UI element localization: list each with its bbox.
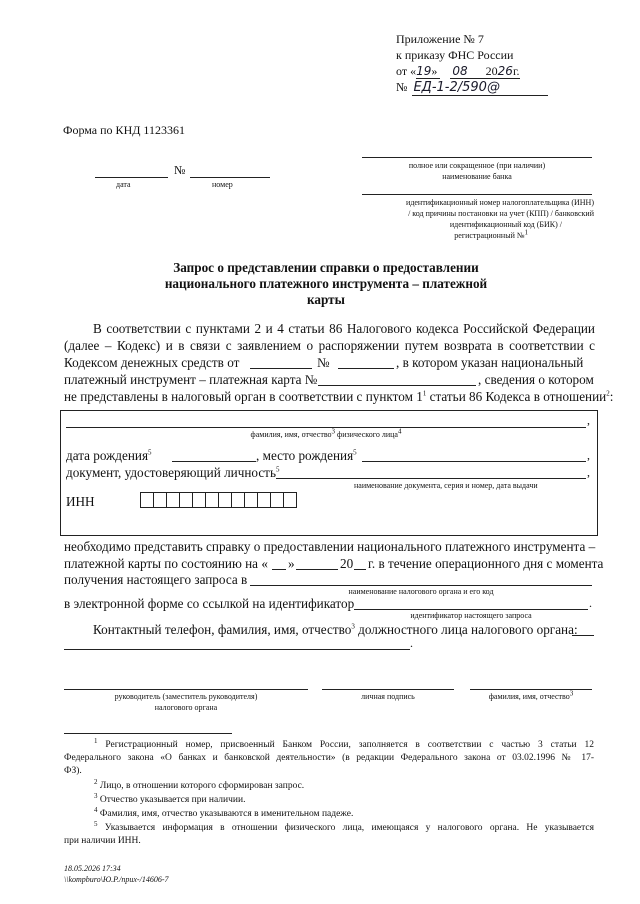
appendix-date-mid: » [431, 64, 438, 78]
appendix-number [396, 80, 500, 95]
signatory-fio-caption [470, 689, 592, 701]
birth-date-sup: 5 [148, 448, 152, 457]
footnote-3-text: Отчество указывается при наличии. [99, 795, 246, 805]
title-line-1: Запрос о представлении справки о предоставлении [173, 260, 479, 275]
inn-cell [231, 492, 245, 508]
footnote-4-text: Фамилия, имя, отчество указываются в именительном падеже. [99, 809, 354, 819]
inn-cell [140, 492, 154, 508]
bank-id-caption-2: / код причины постановки на учет (КПП) / банковский [408, 209, 594, 218]
request-line-4: в электронной форме со ссылкой на идентификатор [64, 596, 355, 611]
footnote-1-line-1 [94, 736, 594, 750]
footnote-5-line-2: при наличии ИНН. [64, 836, 141, 846]
fio-caption-sup1: 3 [331, 427, 336, 436]
identifier-caption: идентификатор настоящего запроса [410, 611, 532, 620]
appendix-date-month: 08 [452, 64, 468, 78]
footnote-3 [94, 791, 246, 805]
number-line [190, 177, 270, 178]
inn-cell [153, 492, 167, 508]
contact-line-2 [64, 649, 410, 650]
contact-label-a: Контактный телефон, фамилия, имя, отчество [93, 622, 352, 637]
request-line-2b: » [288, 556, 295, 571]
fio-caption [66, 427, 586, 439]
request-line-3: получения настоящего запроса в [64, 572, 248, 587]
doc-label-text: документ, удостоверяющий личность [66, 465, 276, 480]
request-line-2c: 20 [340, 556, 354, 571]
head-caption-1: руководитель (заместитель руководителя) [114, 692, 258, 701]
contact-sup: 3 [351, 622, 355, 631]
inn-cell [166, 492, 180, 508]
bank-name-caption-1: полное или сокращенное (при наличии) [408, 161, 546, 170]
inn-label: ИНН [66, 494, 95, 509]
head-signature-line [64, 689, 308, 690]
footnote-5-line-1 [94, 819, 595, 833]
fio-caption-text2: физического лица [335, 430, 398, 439]
form-code: Форма по КНД 1123361 [63, 123, 185, 137]
request-year-line [354, 569, 366, 570]
footnote-separator [64, 733, 232, 734]
body-line-5a: не представлены в налоговый орган в соответствии с пунктом 1 [64, 389, 423, 404]
contact-line-end [572, 635, 594, 636]
body-line-5-sup2: 2 [606, 389, 610, 398]
footnote-3-sup: 3 [94, 791, 98, 800]
title-line-3: карты [307, 292, 345, 307]
inn-cell [270, 492, 284, 508]
personal-signature-line [322, 689, 454, 690]
signatory-fio-text: фамилия, имя, отчество [488, 692, 570, 701]
body-line-3b: № [317, 355, 330, 370]
tax-authority-line [250, 585, 592, 586]
fio-caption-text: фамилия, имя, отчество [250, 430, 332, 439]
bank-id-caption-4 [362, 228, 528, 240]
date-line [95, 177, 168, 178]
doc-caption: наименование документа, серия и номер, дата выдачи [354, 481, 538, 490]
bank-id-caption-1: идентификационный номер налогоплательщика (ИНН) [406, 198, 594, 207]
appendix-date-suffix: г. [512, 64, 520, 78]
inn-cell [244, 492, 258, 508]
footnote-4-sup: 4 [94, 805, 98, 814]
inn-cell [283, 492, 297, 508]
identifier-line [354, 609, 588, 610]
bank-name-caption-2: наименование банка [442, 172, 512, 181]
statement-number-line [338, 368, 394, 369]
doc-comma: , [587, 465, 590, 479]
identifier-end: . [589, 596, 592, 610]
request-line-2a: платежной карты по состоянию на « [64, 556, 268, 571]
request-month-line [296, 569, 338, 570]
appendix-date-prefix: от « [396, 64, 417, 78]
body-line-5c: : [609, 389, 614, 404]
appendix-day-line [416, 78, 440, 79]
birth-place-label-text: , место рождения [256, 448, 354, 463]
inn-cell [205, 492, 219, 508]
birth-place-comma: , [587, 448, 590, 462]
contact-label-b: должностного лица налогового органа: [354, 622, 578, 637]
request-day-line [272, 569, 286, 570]
footnote-1-line-1-text: Регистрационный номер, присвоенный Банком России, заполняется в соответствии с частью 3 статьи 12 [105, 740, 594, 750]
birth-place-line [362, 461, 586, 462]
fio-caption-sup2: 4 [397, 427, 402, 436]
birth-date-label [66, 448, 152, 464]
signatory-fio-line [470, 689, 592, 690]
contact-end: . [410, 636, 413, 650]
doc-label [66, 465, 279, 481]
body-line-3c: , в котором указан национальный [396, 355, 584, 370]
contact-label [93, 622, 578, 638]
footnote-1-sup: 1 [94, 736, 98, 745]
body-line-4a: платежный инструмент – платежная карта № [64, 372, 318, 387]
date-caption: дата [116, 180, 131, 189]
inn-cell [218, 492, 232, 508]
tax-authority-caption: наименование налогового органа и его код [348, 587, 494, 596]
body-line-4b: , сведения о котором [478, 372, 594, 387]
doc-line [276, 478, 586, 479]
fio-comma: , [587, 413, 590, 427]
doc-sup: 5 [275, 465, 280, 474]
appendix-number-line [412, 95, 548, 96]
inn-cell [192, 492, 206, 508]
body-line-5b: статьи 86 Кодекса в отношении [426, 389, 607, 404]
body-line-2: (далее – Кодекс) и в связи с заявлением о распоряжении путем возврата в соответствии с [64, 338, 595, 353]
footnote-2-sup: 2 [94, 777, 98, 786]
footnote-1-line-3: ФЗ). [64, 766, 82, 776]
appendix-line-2: к приказу ФНС России [396, 48, 514, 62]
appendix-line-1: Приложение № 7 [396, 32, 484, 46]
footnote-5-line-1-text: Указывается информация в отношении физического лица, имеющаяся у налогового органа. Не указывается [104, 823, 595, 833]
footer-timestamp: 18.05.2026 17:34 [64, 864, 121, 873]
footer-path: \\kompburo\Ю.Р./приx-/14606-7 [64, 875, 169, 884]
birth-place-sup: 5 [353, 448, 357, 457]
card-number-line [318, 385, 476, 386]
bank-id-caption-4-text: регистрационный № [454, 231, 525, 240]
appendix-date-year-prefix: 20 [485, 64, 498, 78]
body-line-3a: Кодексом денежных средств от [64, 355, 240, 370]
statement-date-line [250, 368, 312, 369]
request-line-2d: г. в течение операционного дня с момента [368, 556, 604, 571]
bank-name-line [362, 157, 592, 158]
fio-line [66, 427, 586, 428]
title-line-2: национального платежного инструмента – платежной [164, 276, 488, 291]
number-caption: номер [212, 180, 233, 189]
footnote-4 [94, 805, 354, 819]
footnote-5-sup: 5 [94, 819, 98, 828]
birth-date-label-text: дата рождения [66, 448, 149, 463]
body-line-5 [64, 389, 613, 405]
appendix-date-year: 26 [497, 64, 513, 78]
number-sign: № [174, 163, 186, 177]
footnote-2-text: Лицо, в отношении которого сформирован запрос. [99, 781, 305, 791]
bank-id-caption-sup: 1 [524, 228, 528, 237]
appendix-date-day: 19 [416, 64, 432, 78]
appendix-month-line [450, 78, 520, 79]
footnote-2 [94, 777, 305, 791]
appendix-number-value: ЕД-1-2/590@ [413, 80, 500, 95]
bank-id-caption-3: идентификационный код (БИК) / [449, 220, 562, 229]
head-caption-2: налогового органа [154, 703, 218, 712]
bank-id-line [362, 194, 592, 195]
appendix-date [396, 64, 520, 79]
body-line-5-sup: 1 [422, 389, 427, 398]
signatory-fio-sup: 3 [569, 689, 574, 698]
personal-signature-caption: личная подпись [361, 692, 415, 701]
inn-cell [179, 492, 193, 508]
birth-date-line [172, 461, 256, 462]
appendix-number-prefix: № [396, 80, 408, 94]
birth-place-label [256, 448, 357, 464]
footnote-1-line-2: Федерального закона «О банках и банковской деятельности» (в редакции Федерального закона от 03.02.1996 № 17- [64, 753, 594, 763]
body-line-1: В соответствии с пунктами 2 и 4 статьи 86 Налогового кодекса Российской Федерации [93, 321, 595, 336]
inn-cell [257, 492, 271, 508]
request-line-1: необходимо представить справку о предоставлении национального платежного инструмента – [64, 539, 596, 554]
